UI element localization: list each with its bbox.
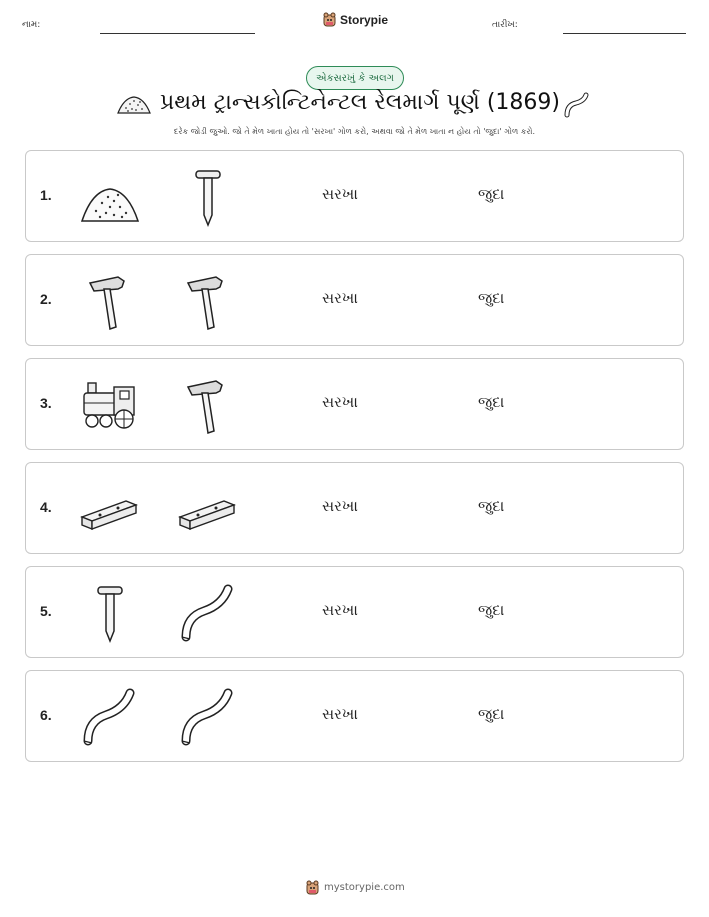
hammer-icon (78, 269, 142, 333)
row-number: 1. (40, 187, 52, 203)
rail-segment-icon (176, 581, 240, 645)
hammer-icon (176, 373, 240, 437)
railroad-spike-icon (78, 581, 142, 645)
railroad-tie-icon (176, 477, 240, 541)
page-title: પ્રથમ ટ્રાન્સકોન્ટિનેન્ટલ રેલમાર્ગ પૂર્ણ (1869) (160, 90, 560, 115)
gravel-pile-icon (78, 165, 142, 229)
row-number: 4. (40, 499, 52, 515)
different-option[interactable]: જુદા (478, 393, 505, 411)
different-option[interactable]: જુદા (478, 185, 505, 203)
different-option[interactable]: જુદા (478, 601, 505, 619)
steam-locomotive-icon (78, 373, 142, 437)
row-number: 5. (40, 603, 52, 619)
same-option[interactable]: સરખા (322, 393, 358, 411)
match-row-2 (25, 254, 684, 346)
instructions: દરેક જોડી જુઓ. જો તે મેળ ખાતા હોય તો 'સરખા' ગોળ કરો, અથવા જો તે મેળ ખાતા ન હોય તો 'જુદા' ગોળ કરો. (173, 127, 536, 136)
row-number: 3. (40, 395, 52, 411)
name-line[interactable] (100, 33, 255, 34)
gravel-pile-icon (116, 94, 152, 116)
same-option[interactable]: સરખા (322, 185, 358, 203)
same-option[interactable]: સરખા (322, 601, 358, 619)
date-line[interactable] (563, 33, 686, 34)
footer (306, 880, 405, 895)
match-row-1 (25, 150, 684, 242)
brand-name: Storypie (340, 12, 389, 27)
storypie-logo-icon (323, 12, 336, 27)
brand (323, 12, 388, 27)
footer-url[interactable]: mystorypie.com (324, 882, 405, 893)
row-number: 2. (40, 291, 52, 307)
rail-segment-icon (176, 685, 240, 749)
same-option[interactable]: સરખા (322, 497, 358, 515)
different-option[interactable]: જુદા (478, 497, 505, 515)
rail-segment-icon (562, 91, 590, 119)
railroad-tie-icon (78, 477, 142, 541)
name-label: નામ: (22, 20, 41, 30)
railroad-spike-icon (176, 165, 240, 229)
different-option[interactable]: જુદા (478, 705, 505, 723)
worksheet-type-badge: એકસરખું કે અલગ (306, 66, 404, 90)
same-option[interactable]: સરખા (322, 705, 358, 723)
match-row-4 (25, 462, 684, 554)
different-option[interactable]: જુદા (478, 289, 505, 307)
hammer-icon (176, 269, 240, 333)
same-option[interactable]: સરખા (322, 289, 358, 307)
match-row-5 (25, 566, 684, 658)
match-row-6 (25, 670, 684, 762)
rail-segment-icon (78, 685, 142, 749)
date-label: તારીખ: (492, 20, 518, 30)
storypie-logo-icon (306, 880, 319, 895)
row-number: 6. (40, 707, 52, 723)
title-row (0, 88, 709, 124)
match-row-3 (25, 358, 684, 450)
